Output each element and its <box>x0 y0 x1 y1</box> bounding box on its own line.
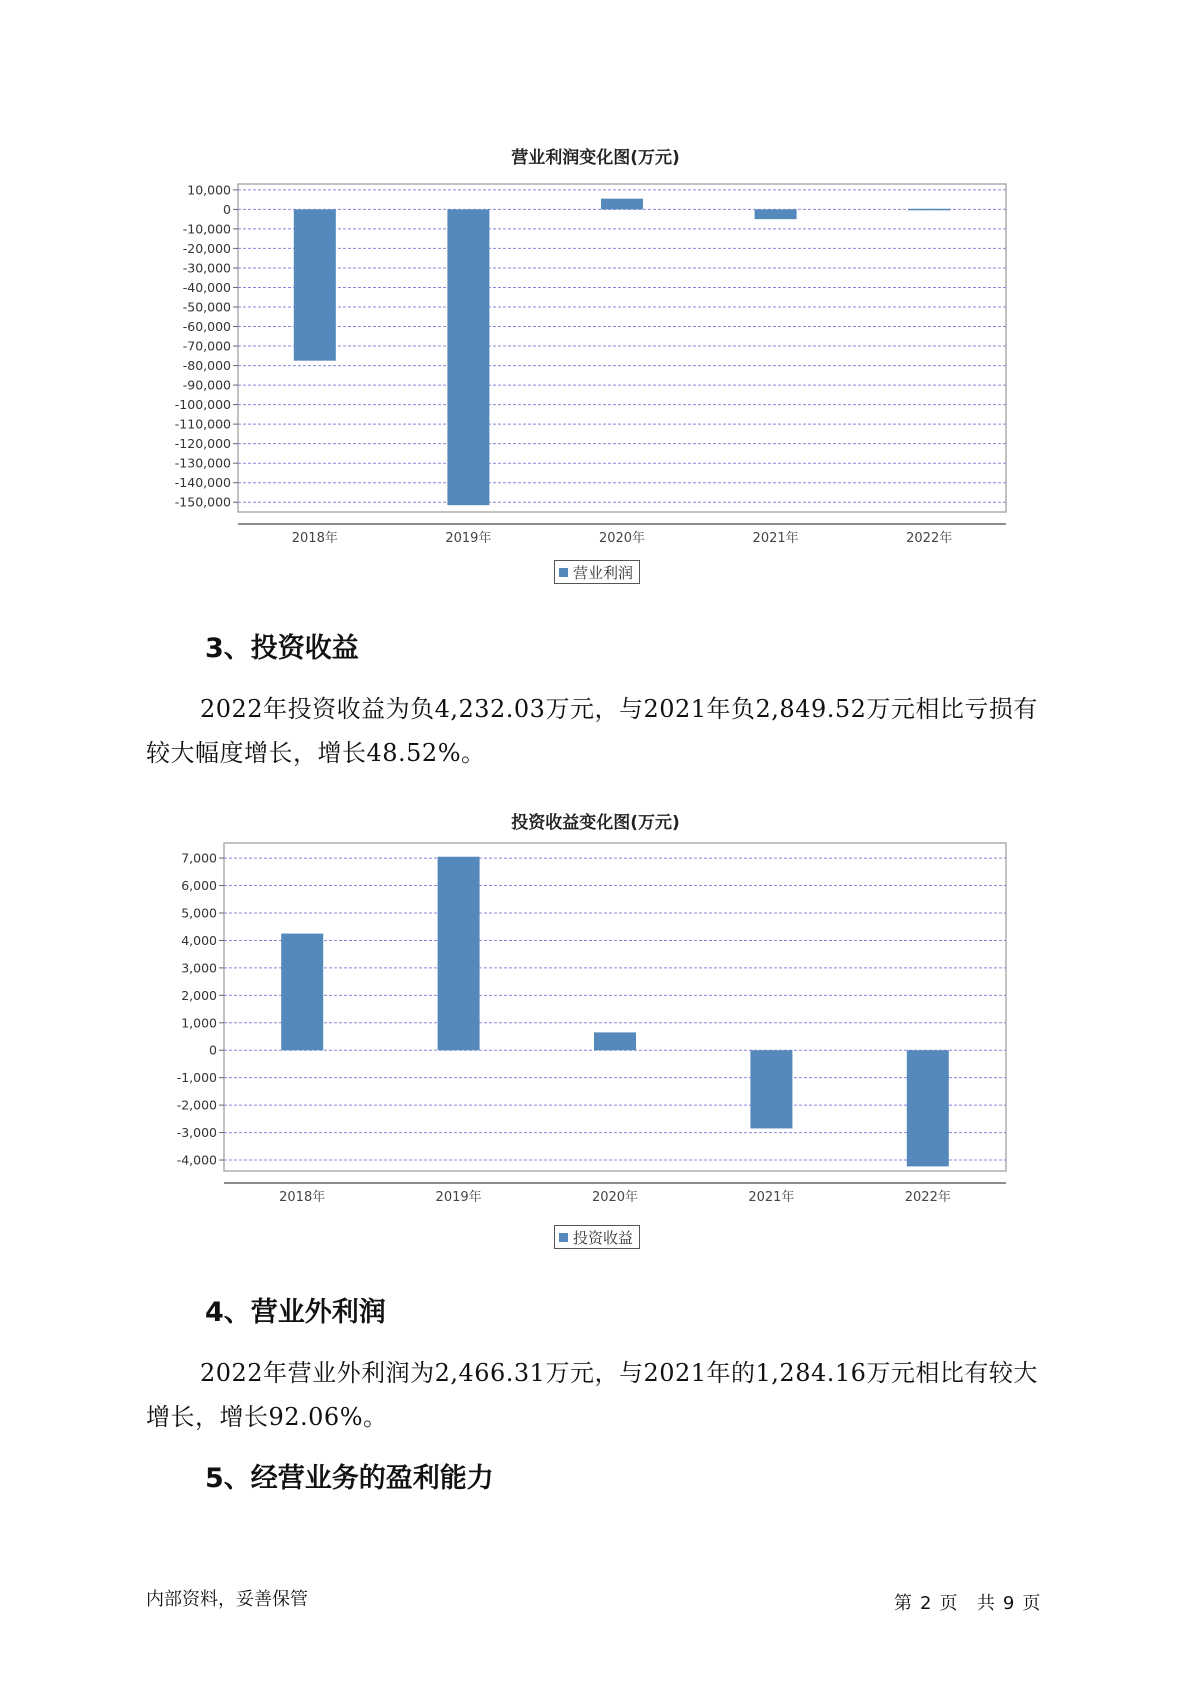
chart-title: 投资收益变化图(万元) <box>511 813 680 833</box>
footer-page-indicator <box>890 1589 1044 1615</box>
bar <box>438 857 480 1051</box>
x-tick-label: 2022年 <box>904 1190 951 1205</box>
y-tick-label: -1,000 <box>176 1070 217 1086</box>
y-tick-label: 3,000 <box>181 960 217 976</box>
y-tick-label: -70,000 <box>182 338 231 354</box>
y-tick-label: 6,000 <box>181 878 217 894</box>
y-tick-label: -100,000 <box>174 397 231 413</box>
y-tick-label: -10,000 <box>182 221 231 237</box>
y-tick-label: -50,000 <box>182 299 231 315</box>
y-tick-label: -30,000 <box>182 260 231 276</box>
page-prefix: 第 <box>894 1593 912 1614</box>
y-tick-label: 0 <box>209 1042 217 1058</box>
bar <box>594 1032 636 1050</box>
y-tick-label: -4,000 <box>176 1152 217 1168</box>
y-tick-label: -140,000 <box>174 475 231 491</box>
bar <box>750 1050 792 1128</box>
y-tick-label: -120,000 <box>174 436 231 452</box>
legend-swatch <box>559 1233 568 1242</box>
section-heading-non-operating-profit: 4、营业外利润 <box>205 1297 386 1328</box>
y-tick-label: 2,000 <box>181 987 217 1003</box>
x-tick-label: 2019年 <box>435 1190 482 1205</box>
y-tick-label: 7,000 <box>181 850 217 866</box>
legend-label: 营业利润 <box>573 563 634 582</box>
total-pages: 9 <box>1002 1593 1015 1614</box>
chart-title: 营业利润变化图(万元) <box>511 148 680 168</box>
y-tick-label: -2,000 <box>176 1097 217 1113</box>
x-tick-label: 2021年 <box>748 1190 795 1205</box>
bar <box>281 934 323 1051</box>
x-tick-label: 2021年 <box>752 531 799 546</box>
page-number: 2 <box>920 1593 932 1614</box>
y-tick-label: -110,000 <box>174 416 231 432</box>
section-heading-business-profitability: 5、经营业务的盈利能力 <box>205 1463 494 1494</box>
y-tick-label: -80,000 <box>182 358 231 374</box>
x-tick-label: 2019年 <box>445 531 492 546</box>
plot-frame <box>224 843 1006 1171</box>
y-tick-label: 5,000 <box>181 905 217 921</box>
footer-confidential-note: 内部资料，妥善保管 <box>146 1589 308 1610</box>
x-tick-label: 2022年 <box>906 531 953 546</box>
y-tick-label: -150,000 <box>174 494 231 510</box>
page-suffix: 页 <box>939 1593 958 1614</box>
y-tick-label: -20,000 <box>182 240 231 256</box>
y-tick-label: -90,000 <box>182 377 231 393</box>
x-tick-label: 2018年 <box>291 531 338 546</box>
y-tick-label: -40,000 <box>182 279 231 295</box>
y-tick-label: 10,000 <box>187 182 231 198</box>
y-tick-label: 0 <box>223 201 231 217</box>
y-tick-label: -130,000 <box>174 455 231 471</box>
y-tick-label: -3,000 <box>176 1125 217 1141</box>
section-text-investment-income: 2022年投资收益为负4,232.03万元，与2021年负2,849.52万元相比亏损有较大幅度增长，增长48.52%。 <box>146 695 1038 767</box>
y-tick-label: -60,000 <box>182 319 231 335</box>
section-text-non-operating-profit: 2022年营业外利润为2,466.31万元，与2021年的1,284.16万元相比有较大增长，增长92.06%。 <box>146 1359 1038 1431</box>
x-tick-label: 2020年 <box>591 1190 639 1205</box>
legend-label: 投资收益 <box>573 1228 634 1247</box>
section-heading-investment-income: 3、投资收益 <box>205 633 359 664</box>
x-tick-label: 2018年 <box>279 1190 326 1205</box>
y-tick-label: 4,000 <box>181 932 217 948</box>
total-prefix: 共 <box>976 1593 995 1614</box>
bar <box>907 1050 949 1166</box>
total-suffix: 页 <box>1022 1593 1041 1614</box>
y-tick-label: 1,000 <box>181 1015 217 1031</box>
chart-legend <box>554 1225 640 1249</box>
x-tick-label: 2020年 <box>598 531 646 546</box>
